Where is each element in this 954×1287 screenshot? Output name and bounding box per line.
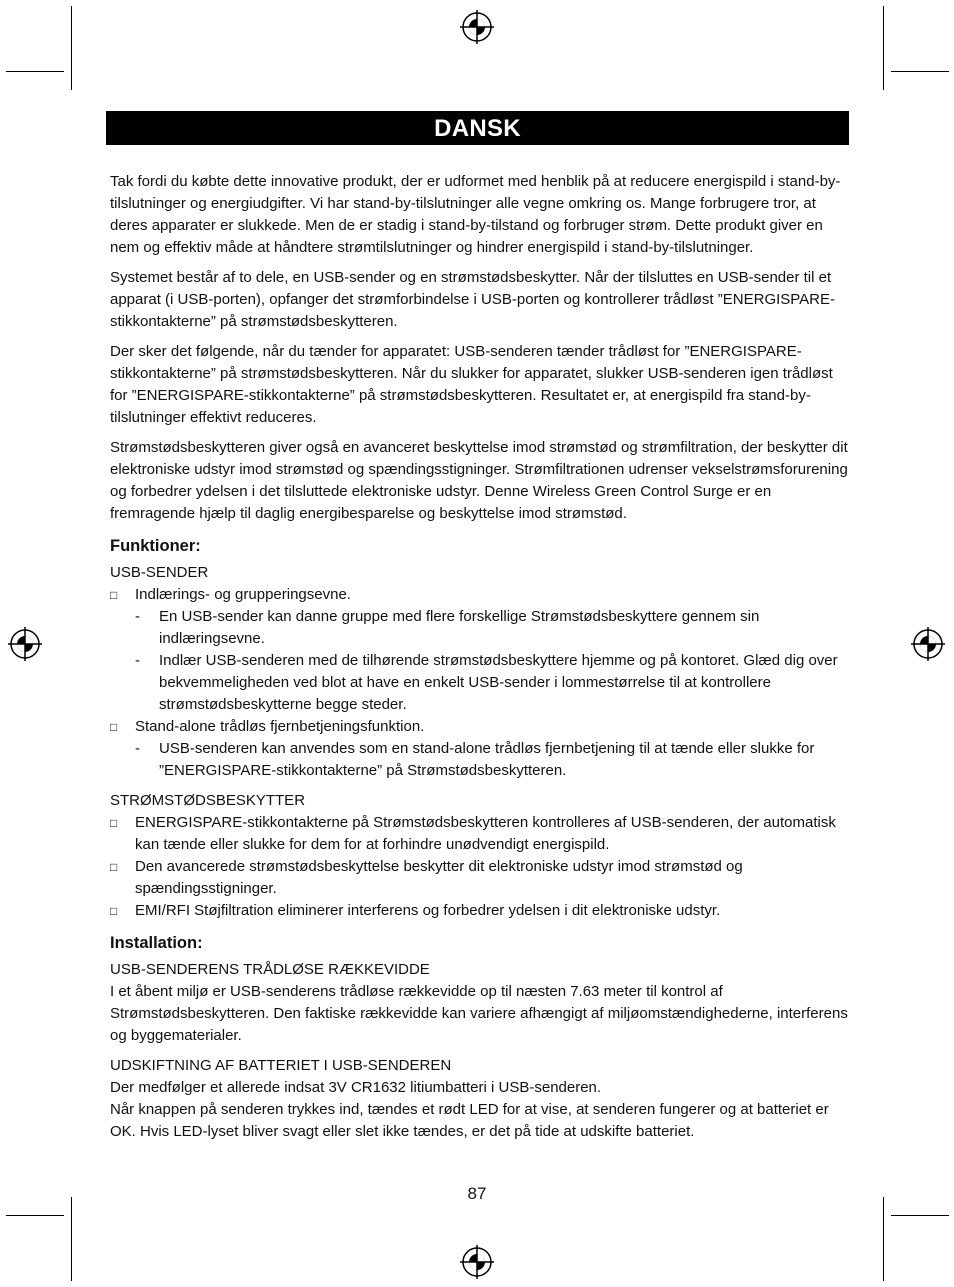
crop-mark [6,71,64,72]
list-item-text: Stand-alone trådløs fjernbetjeningsfunktion. [135,718,425,735]
crop-mark [883,6,884,90]
dash-bullet: - [135,608,140,625]
crop-mark [71,1197,72,1281]
intro-paragraph: Der sker det følgende, når du tænder for apparatet: USB-senderen tænder trådløst for ”ENERGISPARE-stikkontakterne” på strømstødsbeskytteren. Når du slukker for apparatet, slukker USB-senderen igen trådløst for ”ENERGISPARE-stikkontakterne” på strømstødsbeskytteren. Resultatet er, at energispild fra stand-by-tilslutninger effektivt reduceres. [110,343,833,426]
checkbox-bullet-icon: □ [110,904,118,918]
crop-mark [6,1215,64,1216]
sub-list-item-text: En USB-sender kan danne gruppe med flere forskellige Strømstødsbeskyttere gennem sin indlæringsevne. [159,608,760,647]
sub-list-item [110,606,850,650]
battery-paragraph: Der medfølger et allerede indsat 3V CR1632 litiumbatteri i USB-senderen. [110,1079,602,1096]
checkbox-bullet-icon: □ [110,588,118,602]
checkbox-bullet-icon: □ [110,860,118,874]
list-item [110,812,850,856]
intro-paragraph: Systemet består af to dele, en USB-sender og en strømstødsbeskytter. Når der tilsluttes en USB-sender til et apparat (i USB-porten), opfanger det strømforbindelse i USB-porten og kontrollerer trådløst ”ENERGISPARE-stikkontakterne” på strømstødsbeskytteren. [110,269,836,330]
crop-mark [883,1197,884,1281]
dash-bullet: - [135,740,140,757]
page-title: DANSK [106,111,849,145]
document-body [110,171,850,1143]
crop-mark [891,1215,949,1216]
list-item [110,900,850,922]
list-item-text: ENERGISPARE-stikkontakterne på Strømstødsbeskytteren kontrolleres af USB-senderen, der automatisk kan tænde eller slukke for dem for at forhindre unødvendigt energispild. [135,814,836,853]
list-item [110,716,850,738]
section-heading-funktioner: Funktioner: [110,537,201,555]
list-item-text: Den avancerede strømstødsbeskyttelse beskytter dit elektroniske udstyr imod strømstød og spændingsstigninger. [135,858,743,897]
section-heading-installation: Installation: [110,934,203,952]
intro-paragraph: Tak fordi du købte dette innovative produkt, der er udformet med henblik på at reducere energispild i stand-by-tilslutninger og energiudgifter. Vi har stand-by-tilslutninger alle vegne omkring os. Mange forbrugere tror, at deres apparater er slukkede. Men de er stadig i stand-by-tilstand og forbruger strøm. Dette produkt giver en nem og effektiv måde at håndtere strømtilslutninger og hindrer energispild i stand-by-tilslutninger. [110,173,841,256]
subsection-label: STRØMSTØDSBESKYTTER [110,792,306,809]
registration-mark-icon [460,1245,494,1279]
dash-bullet: - [135,652,140,669]
sub-list-item-text: Indlær USB-senderen med de tilhørende strømstødsbeskyttere hjemme og på kontoret. Glæd dig over bekvemmeligheden ved blot at have en enkelt USB-sender i lommestørrelse til at kontrollere strømstødsbeskytterne begge steder. [159,652,838,713]
registration-mark-icon [460,10,494,44]
subsection-label: UDSKIFTNING AF BATTERIET I USB-SENDEREN [110,1057,452,1074]
list-item [110,584,850,606]
sub-list-item-text: USB-senderen kan anvendes som en stand-alone trådløs fjernbetjening til at tænde eller slukke for ”ENERGISPARE-stikkontakterne” på Strømstødsbeskytteren. [159,740,815,779]
registration-mark-icon [8,627,42,661]
subsection-label: USB-SENDERENS TRÅDLØSE RÆKKEVIDDE [110,961,430,978]
registration-mark-icon [911,627,945,661]
intro-paragraph: Strømstødsbeskytteren giver også en avanceret beskyttelse imod strømstød og strømfiltration, der beskytter dit elektroniske udstyr imod strømstød og spændingsstigninger. Strømfiltrationen udrenser vekselstrømsforurening og forbedrer ydelsen i det tilsluttede elektroniske udstyr. Denne Wireless Green Control Surge er en fremragende hjælp til daglig energibesparelse og beskyttelse imod strømstød. [110,439,848,522]
battery-paragraph: Når knappen på senderen trykkes ind, tændes et rødt LED for at vise, at senderen fungerer og at batteriet er OK. Hvis LED-lyset bliver svagt eller slet ikke tændes, er det på tide at udskifte batteriet. [110,1101,829,1140]
sub-list-item [110,738,850,782]
crop-mark [71,6,72,90]
checkbox-bullet-icon: □ [110,720,118,734]
page-number: 87 [467,1184,487,1203]
list-item [110,856,850,900]
list-item-text: Indlærings- og grupperingsevne. [135,586,351,603]
sub-list-item [110,650,850,716]
subsection-label: USB-SENDER [110,564,209,581]
range-paragraph: I et åbent miljø er USB-senderens trådløse rækkevidde op til næsten 7.63 meter til kontrol af Strømstødsbeskytteren. Den faktiske rækkevidde kan variere afhængigt af miljøomstændighederne, interferens og byggematerialer. [110,983,848,1044]
checkbox-bullet-icon: □ [110,816,118,830]
crop-mark [891,71,949,72]
list-item-text: EMI/RFI Støjfiltration eliminerer interferens og forbedrer ydelsen i dit elektroniske udstyr. [135,902,721,919]
